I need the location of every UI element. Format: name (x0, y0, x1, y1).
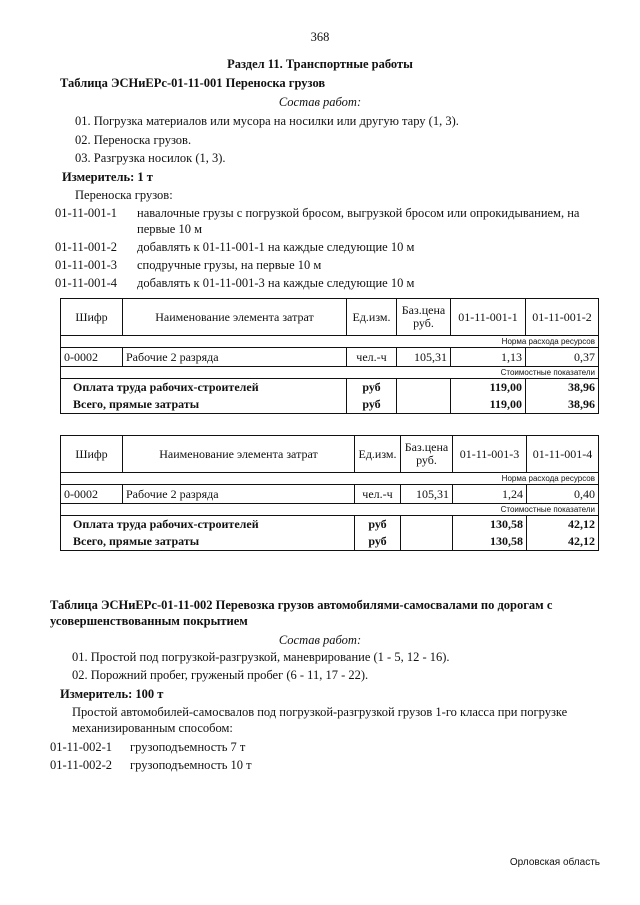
col-header-unit: Ед.изм. (347, 299, 397, 336)
code-number: 01-11-001-2 (55, 240, 118, 254)
code-description: грузоподъемность 10 т (130, 758, 252, 772)
row-price: 105,31 (401, 485, 453, 504)
table2-title: Таблица ЭСНиЕРс-01-11-002 Перевозка грузов автомобилями-самосвалами по дорогам с (50, 598, 553, 612)
code-number: 01-11-001-1 (55, 206, 118, 220)
table2-composition-heading: Состав работ: (278, 633, 362, 647)
total-value2: 42,12 (527, 533, 599, 551)
total-unit: руб (355, 516, 401, 534)
cost-label: Стоимостные показатели (61, 504, 599, 516)
cost-label: Стоимостные показатели (61, 367, 599, 379)
cost-label-row (61, 367, 599, 379)
row-unit: чел.-ч (347, 348, 397, 367)
code-number: 01-11-001-3 (55, 258, 118, 272)
row-value2: 0,40 (527, 485, 599, 504)
table2-intro: Простой автомобилей-самосвалов под погрузкой-разгрузкой грузов 1-го класса при погрузке (72, 705, 568, 719)
col-header-code2: 01-11-001-4 (527, 436, 599, 473)
col-header-name: Наименование элемента затрат (123, 436, 355, 473)
total-value2: 38,96 (526, 379, 599, 397)
footer-region: Орловская область (509, 857, 600, 868)
total-unit: руб (347, 396, 397, 414)
total-unit: руб (347, 379, 397, 397)
row-code: 0-0002 (61, 485, 123, 504)
row-price: 105,31 (397, 348, 451, 367)
norm-label: Норма расхода ресурсов (61, 473, 599, 485)
row-name: Рабочие 2 разряда (123, 348, 347, 367)
total-name: Оплата труда рабочих-строителей (61, 379, 347, 397)
col-header-code1: 01-11-001-3 (453, 436, 527, 473)
table-header-row (61, 436, 599, 473)
col-header-code2: 01-11-001-2 (526, 299, 599, 336)
page-number: 368 (310, 30, 330, 44)
col-header-code1: 01-11-001-1 (451, 299, 526, 336)
total-value1: 130,58 (453, 533, 527, 551)
table-row (61, 348, 599, 367)
total-unit: руб (355, 533, 401, 551)
row-unit: чел.-ч (355, 485, 401, 504)
composition-item: 02. Порожний пробег, груженый пробег (6 - 11, 17 - 22). (72, 668, 369, 682)
total-row (61, 533, 599, 551)
code-description: навалочные грузы с погрузкой бросом, выгрузкой бросом или опрокидыванием, на (137, 206, 580, 220)
total-value2: 42,12 (527, 516, 599, 534)
total-name: Всего, прямые затраты (61, 533, 355, 551)
row-value2: 0,37 (526, 348, 599, 367)
table-row (61, 485, 599, 504)
total-name: Оплата труда рабочих-строителей (61, 516, 355, 534)
table1-composition-heading: Состав работ: (278, 95, 362, 109)
norm-label-row (61, 473, 599, 485)
row-code: 0-0002 (61, 348, 123, 367)
row-value1: 1,13 (451, 348, 526, 367)
code-description: добавлять к 01-11-001-3 на каждые следующие 10 м (137, 276, 415, 290)
norm-label-row (61, 336, 599, 348)
total-value2: 38,96 (526, 396, 599, 414)
norm-label: Норма расхода ресурсов (61, 336, 599, 348)
code-number: 01-11-002-2 (50, 758, 113, 772)
row-name: Рабочие 2 разряда (123, 485, 355, 504)
cost-label-row (61, 504, 599, 516)
col-header-code: Шифр (61, 436, 123, 473)
table1-meter: Измеритель: 1 т (62, 170, 153, 184)
total-name: Всего, прямые затраты (61, 396, 347, 414)
table2-meter: Измеритель: 100 т (60, 687, 164, 701)
col-header-price: Баз.цена руб. (397, 299, 451, 336)
col-header-price: Баз.цена руб. (401, 436, 453, 473)
total-value1: 119,00 (451, 396, 526, 414)
table-header-row (61, 299, 599, 336)
total-row (61, 379, 599, 397)
composition-item: 02. Переноска грузов. (75, 133, 192, 147)
total-value1: 130,58 (453, 516, 527, 534)
cost-table-b (60, 435, 599, 551)
col-header-code: Шифр (61, 299, 123, 336)
code-description: сподручные грузы, на первые 10 м (137, 258, 322, 272)
table2-title-cont: усовершенствованным покрытием (50, 614, 248, 628)
code-number: 01-11-002-1 (50, 740, 113, 754)
total-row (61, 516, 599, 534)
code-description-cont: первые 10 м (137, 222, 202, 236)
col-header-name: Наименование элемента затрат (123, 299, 347, 336)
col-header-unit: Ед.изм. (355, 436, 401, 473)
section-title: Раздел 11. Транспортные работы (227, 57, 413, 71)
table1-title: Таблица ЭСНиЕРс-01-11-001 Переноска грузов (60, 76, 326, 90)
row-value1: 1,24 (453, 485, 527, 504)
code-number: 01-11-001-4 (55, 276, 118, 290)
code-description: грузоподъемность 7 т (130, 740, 246, 754)
composition-item: 01. Погрузка материалов или мусора на носилки или другую тару (1, 3). (75, 114, 459, 128)
composition-item: 03. Разгрузка носилок (1, 3). (75, 151, 226, 165)
table2-intro-cont: механизированным способом: (72, 721, 233, 735)
total-row (61, 396, 599, 414)
total-value1: 119,00 (451, 379, 526, 397)
composition-item: 01. Простой под погрузкой-разгрузкой, маневрирование (1 - 5, 12 - 16). (72, 650, 450, 664)
cost-table-a (60, 298, 599, 414)
table1-intro: Переноска грузов: (75, 188, 173, 202)
code-description: добавлять к 01-11-001-1 на каждые следующие 10 м (137, 240, 415, 254)
